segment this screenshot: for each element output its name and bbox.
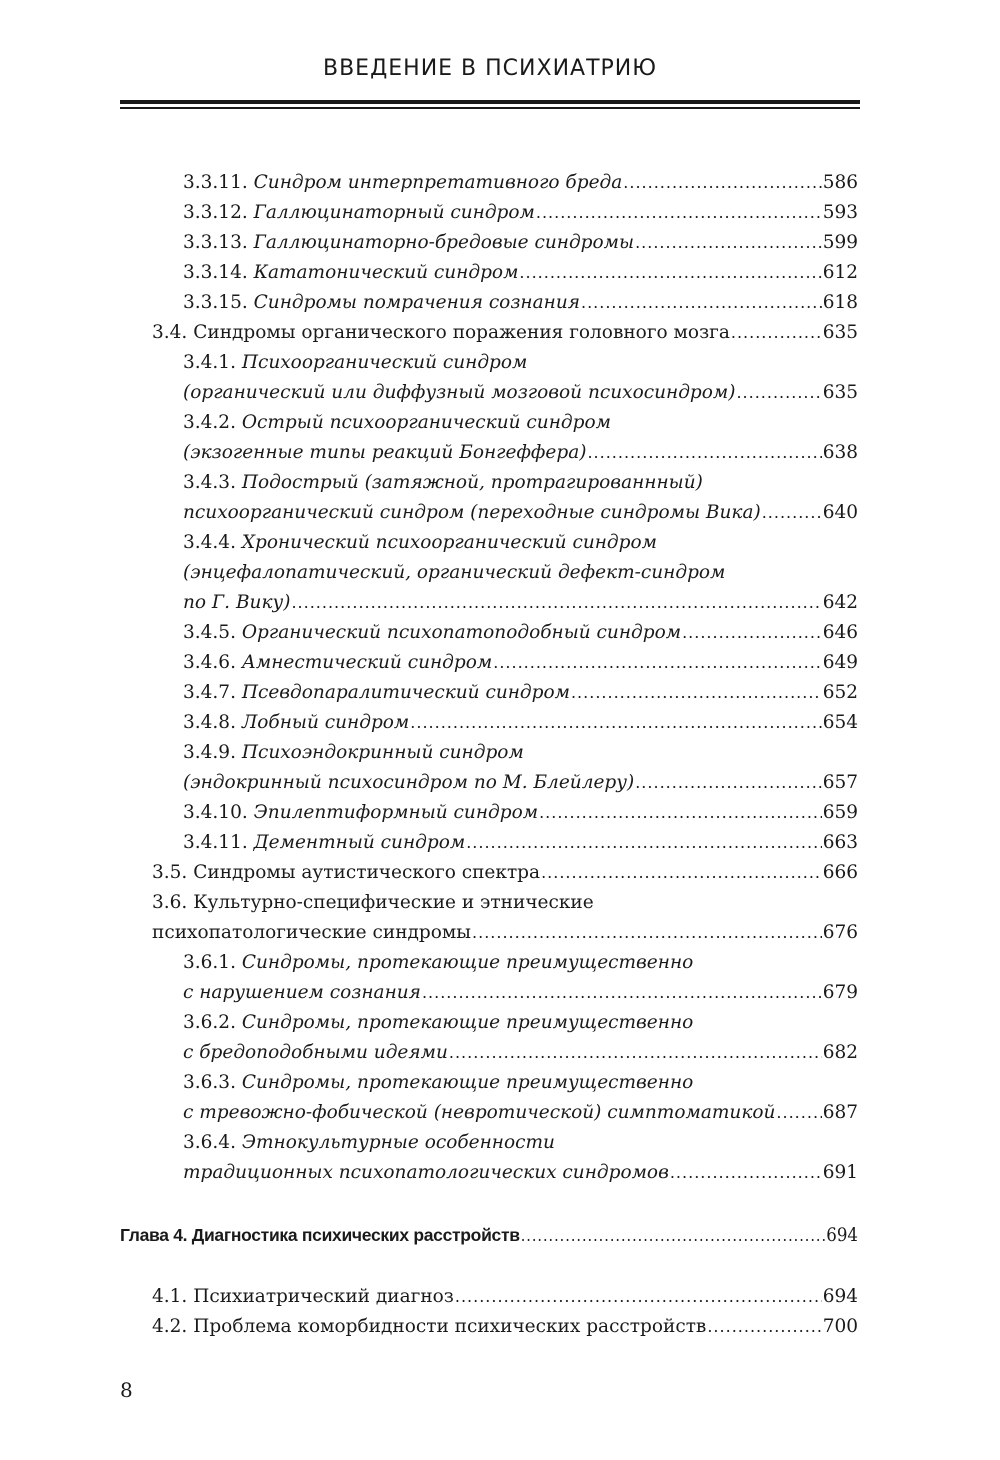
toc-section[interactable]: 3.4. Синдромы органического поражения головного мозга ..... 635 bbox=[152, 318, 858, 348]
toc-entry[interactable]: 3.4.5. Органический психопатоподобный синдром ..... 646 bbox=[183, 618, 858, 648]
toc-chapter[interactable]: Глава 4. Диагностика психических расстройств ..... 694 bbox=[120, 1220, 858, 1250]
toc-entry[interactable]: 3.4.9. Психоэндокринный синдром bbox=[183, 742, 524, 763]
toc-page-number: 618 bbox=[822, 292, 858, 313]
toc-entry-continuation[interactable]: (органический или диффузный мозговой психосиндром) ..... 635 bbox=[183, 378, 858, 408]
toc-section-continuation[interactable]: психопатологические синдромы ..... 676 bbox=[152, 918, 858, 948]
toc-page-number: 638 bbox=[822, 442, 858, 463]
toc-page-number: 599 bbox=[822, 232, 858, 253]
toc-section[interactable]: 4.2. Проблема коморбидности психических расстройств ..... 700 bbox=[152, 1312, 858, 1342]
toc-page-number: 652 bbox=[822, 682, 858, 703]
toc-entry-continuation[interactable]: с нарушением сознания ..... 679 bbox=[183, 978, 858, 1008]
toc-page-number: 635 bbox=[822, 382, 858, 403]
toc-page-number: 700 bbox=[822, 1316, 858, 1337]
toc-entry[interactable]: 3.4.6. Амнестический синдром ..... 649 bbox=[183, 648, 858, 678]
toc-page-number: 657 bbox=[822, 772, 858, 793]
toc-entry[interactable]: 3.6.3. Синдромы, протекающие преимущественно bbox=[183, 1072, 694, 1093]
toc-entry[interactable]: 3.4.3. Подострый (затяжной, протрагированнный) bbox=[183, 472, 703, 493]
toc-page-number: 691 bbox=[822, 1162, 858, 1183]
toc-page-number: 635 bbox=[822, 322, 858, 343]
toc-entry-continuation[interactable]: психоорганический синдром (переходные синдромы Вика) ..... 640 bbox=[183, 498, 858, 528]
toc-page-number: 676 bbox=[822, 922, 858, 943]
toc-entry-continuation[interactable]: (экзогенные типы реакций Бонгеффера) ..... 638 bbox=[183, 438, 858, 468]
toc-entry-continuation[interactable]: (энцефалопатический, органический дефект-синдром bbox=[183, 562, 726, 583]
toc-page-number: 646 bbox=[822, 622, 858, 643]
toc-entry[interactable]: 3.6.2. Синдромы, протекающие преимущественно bbox=[183, 1012, 694, 1033]
toc-entry[interactable]: 3.4.4. Хронический психоорганический синдром bbox=[183, 532, 657, 553]
toc-entry-continuation[interactable]: по Г. Вику) ..... 642 bbox=[183, 588, 858, 618]
toc-entry[interactable]: 3.3.14. Кататонический синдром ..... 612 bbox=[183, 258, 858, 288]
toc-page-number: 654 bbox=[822, 712, 858, 733]
toc-section[interactable]: 3.5. Синдромы аутистического спектра ..... 666 bbox=[152, 858, 858, 888]
running-header: ВВЕДЕНИЕ В ПСИХИАТРИЮ bbox=[322, 56, 657, 81]
toc-entry[interactable]: 3.4.8. Лобный синдром ..... 654 bbox=[183, 708, 858, 738]
header-rule-thick bbox=[120, 100, 860, 104]
toc-page-number: 642 bbox=[822, 592, 858, 613]
header-rule-thin bbox=[120, 107, 860, 109]
toc-entry[interactable]: 3.6.1. Синдромы, протекающие преимущественно bbox=[183, 952, 694, 973]
toc-entry[interactable]: 3.3.12. Галлюцинаторный синдром ..... 593 bbox=[183, 198, 858, 228]
toc-entry-continuation[interactable]: традиционных психопатологических синдромов ..... 691 bbox=[183, 1158, 858, 1188]
toc-entry[interactable]: 3.4.1. Психоорганический синдром bbox=[183, 352, 528, 373]
toc-page-number: 649 bbox=[822, 652, 858, 673]
toc-page-number: 682 bbox=[822, 1042, 858, 1063]
toc-page-number: 679 bbox=[822, 982, 858, 1003]
toc-entry[interactable]: 3.4.2. Острый психоорганический синдром bbox=[183, 412, 611, 433]
toc-entry-continuation[interactable]: (эндокринный психосиндром по М. Блейлеру) ..... 657 bbox=[183, 768, 858, 798]
toc-page-number: 663 bbox=[822, 832, 858, 853]
toc-entry[interactable]: 3.4.11. Дементный синдром ..... 663 bbox=[183, 828, 858, 858]
toc-page-number: 659 bbox=[822, 802, 858, 823]
page-number: 8 bbox=[120, 1378, 133, 1402]
toc-entry[interactable]: 3.3.15. Синдромы помрачения сознания ..... 618 bbox=[183, 288, 858, 318]
toc-entry-continuation[interactable]: с тревожно-фобической (невротической) симптоматикой ..... 687 bbox=[183, 1098, 858, 1128]
toc-page-number: 694 bbox=[826, 1225, 858, 1246]
toc-page-number: 586 bbox=[822, 172, 858, 193]
toc-entry[interactable]: 3.6.4. Этнокультурные особенности bbox=[183, 1132, 555, 1153]
toc-entry-continuation[interactable]: с бредоподобными идеями ..... 682 bbox=[183, 1038, 858, 1068]
toc-section[interactable]: 4.1. Психиатрический диагноз ..... 694 bbox=[152, 1282, 858, 1312]
toc-page-number: 612 bbox=[822, 262, 858, 283]
toc-page-number: 694 bbox=[822, 1286, 858, 1307]
toc-entry[interactable]: 3.4.7. Псевдопаралитический синдром ..... 652 bbox=[183, 678, 858, 708]
toc-page-number: 593 bbox=[822, 202, 858, 223]
toc-entry[interactable]: 3.3.11. Синдром интерпретативного бреда ..... 586 bbox=[183, 168, 858, 198]
toc-page-number: 687 bbox=[822, 1102, 858, 1123]
toc-page-number: 666 bbox=[822, 862, 858, 883]
toc-section[interactable]: 3.6. Культурно-специфические и этнические bbox=[152, 892, 594, 913]
toc-page-number: 640 bbox=[822, 502, 858, 523]
toc-entry[interactable]: 3.3.13. Галлюцинаторно-бредовые синдромы ..... 599 bbox=[183, 228, 858, 258]
toc-entry[interactable]: 3.4.10. Эпилептиформный синдром ..... 659 bbox=[183, 798, 858, 828]
